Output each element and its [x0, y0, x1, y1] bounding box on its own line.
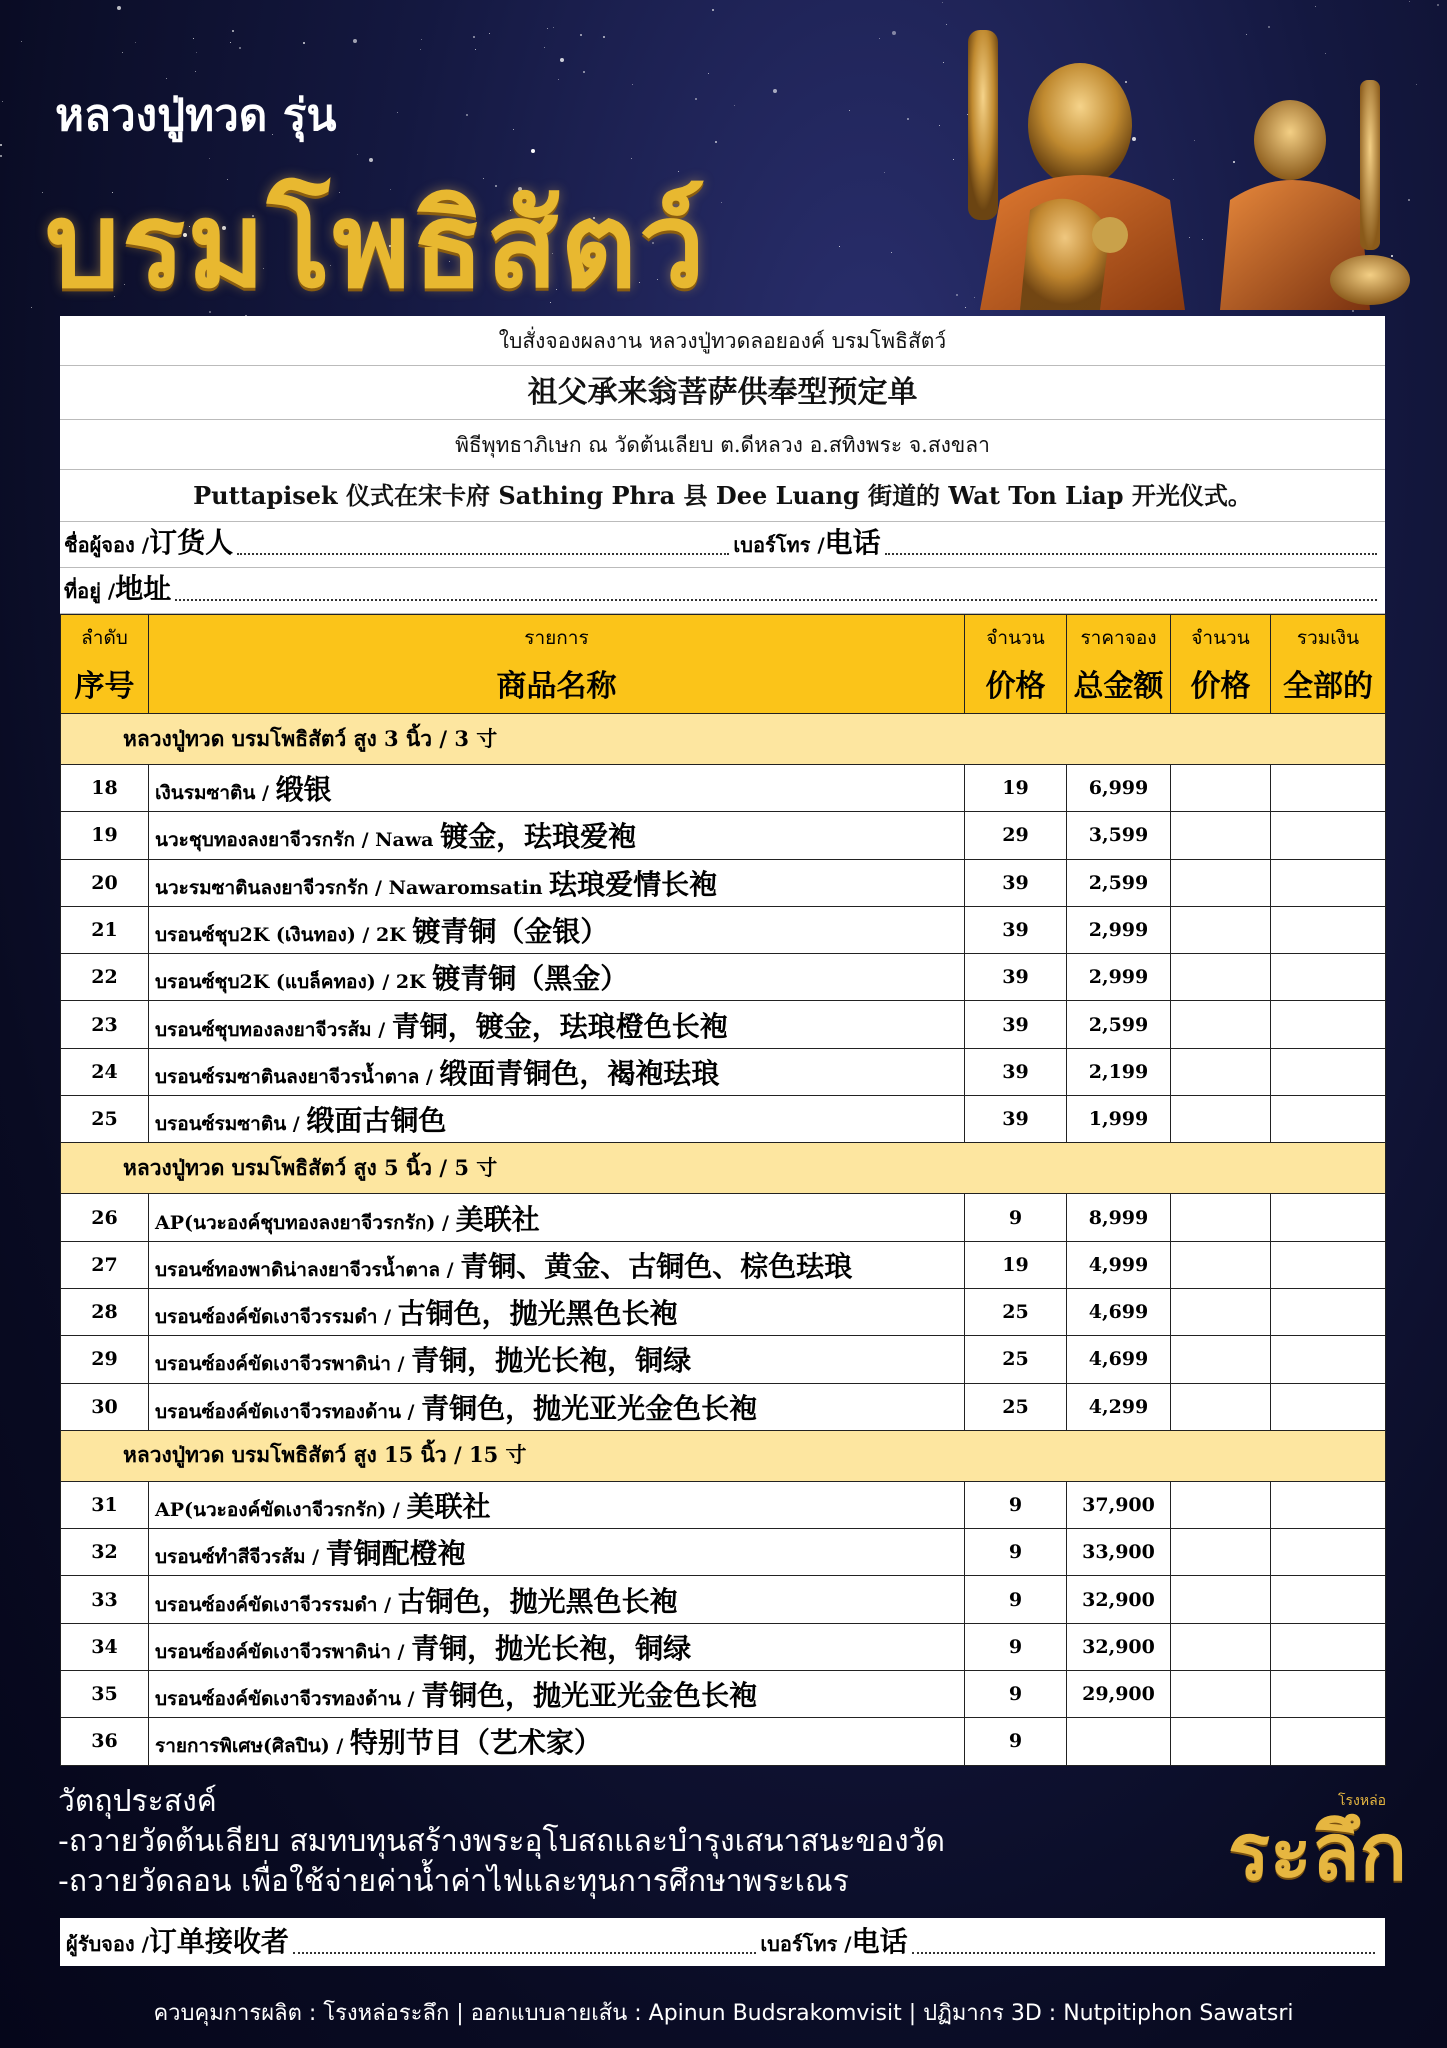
- address-label-cn: 地址: [115, 572, 172, 605]
- item-name: [149, 1718, 965, 1765]
- item-name: [149, 954, 965, 1001]
- column-header-1: [149, 615, 965, 714]
- star-dot: [475, 49, 476, 50]
- order-total-cell[interactable]: [1271, 1529, 1386, 1576]
- item-quantity: 25: [965, 1336, 1067, 1383]
- order-total-cell[interactable]: [1271, 1096, 1386, 1143]
- item-price: 2,999: [1067, 954, 1171, 1001]
- item-name: [149, 1529, 965, 1576]
- receiver-phone-label: เบอร์โทร /: [760, 1932, 852, 1956]
- star-dot: [907, 118, 909, 120]
- star-dot: [0, 144, 2, 146]
- order-table: [60, 614, 1386, 1766]
- item-quantity: 9: [965, 1718, 1067, 1765]
- item-name-thai: AP(นวะองค์ชุบทองลงยาจีวรกรัก) /: [155, 1211, 449, 1234]
- receiver-phone-label-cn: 电话: [851, 1925, 908, 1958]
- order-quantity-cell[interactable]: [1171, 1048, 1271, 1095]
- column-header-chinese: 价格: [985, 669, 1046, 704]
- star-dot: [603, 36, 605, 38]
- column-header-3: [1067, 615, 1171, 714]
- table-row: [61, 1288, 1386, 1335]
- item-name-chinese: 青铜，抛光长袍，铜绿: [411, 1344, 692, 1378]
- receiver-phone-field[interactable]: [912, 1952, 1375, 1954]
- column-header-chinese: 商品名称: [496, 669, 617, 704]
- item-price: 4,699: [1067, 1288, 1171, 1335]
- orderer-field-row: [60, 522, 1385, 568]
- column-header-5: [1271, 615, 1386, 714]
- table-row: [61, 1529, 1386, 1576]
- group-title: หลวงปู่ทวด บรมโพธิสัตว์ สูง 5 นิ้ว / 5 寸: [61, 1143, 1386, 1194]
- item-quantity: 39: [965, 1048, 1067, 1095]
- star-dot: [849, 110, 850, 111]
- item-quantity: 39: [965, 1001, 1067, 1048]
- ceremony-info-chinese: Puttapisek 仪式在宋卡府 Sathing Phra 县 Dee Luang 街道的 Wat Ton Liap 开光仪式。: [60, 470, 1385, 522]
- order-quantity-cell[interactable]: [1171, 1529, 1271, 1576]
- star-dot: [544, 47, 545, 48]
- column-header-chinese: 序号: [74, 669, 135, 704]
- star-dot: [734, 105, 735, 106]
- column-header-thai: รวมเงิน: [1296, 627, 1360, 649]
- item-name-chinese: 珐琅爱情长袍: [549, 867, 718, 901]
- order-total-cell[interactable]: [1271, 1001, 1386, 1048]
- order-total-cell[interactable]: [1271, 859, 1386, 906]
- item-name-thai: บรอนซ์องค์ขัดเงาจีวรรมดำ /: [155, 1306, 392, 1329]
- item-name-chinese: 美联社: [455, 1202, 540, 1236]
- star-dot: [580, 34, 582, 36]
- star-dot: [397, 112, 398, 113]
- table-row: [61, 1576, 1386, 1623]
- order-quantity-cell[interactable]: [1171, 1001, 1271, 1048]
- star-dot: [0, 155, 2, 157]
- ceremony-info-thai: พิธีพุทธาภิเษก ณ วัดต้นเลียบ ต.ดีหลวง อ.สทิงพระ จ.สงขลา: [60, 420, 1385, 470]
- item-name-chinese: 青铜、黄金、古铜色、棕色珐琅: [460, 1249, 853, 1283]
- star-dot: [21, 41, 22, 42]
- item-name-thai: บรอนซ์ทองพาดิน่าลงยาจีวรน้ำตาล /: [155, 1258, 454, 1281]
- table-row: [61, 906, 1386, 953]
- column-header-thai: รายการ: [524, 627, 589, 649]
- item-name: [149, 812, 965, 859]
- item-name-chinese: 青铜，抛光长袍，铜绿: [411, 1631, 692, 1665]
- order-form: [60, 316, 1385, 1766]
- item-name-chinese: 青铜，镀金，珐琅橙色长袍: [391, 1009, 728, 1043]
- item-name-thai: AP(นวะองค์ขัดเงาจีวรกรัก) /: [155, 1499, 400, 1521]
- star-dot: [135, 42, 136, 43]
- item-number: 29: [61, 1336, 149, 1383]
- star-dot: [712, 9, 714, 11]
- column-header-thai: จำนวน: [986, 627, 1045, 649]
- item-quantity: 9: [965, 1481, 1067, 1528]
- receiver-name-field[interactable]: [293, 1952, 756, 1954]
- item-name-chinese: 美联社: [406, 1490, 491, 1523]
- receiver-field-row: [60, 1918, 1385, 1966]
- address-field-row: [60, 568, 1385, 614]
- item-price: 3,599: [1067, 812, 1171, 859]
- order-total-cell[interactable]: [1271, 906, 1386, 953]
- order-total-cell[interactable]: [1271, 1623, 1386, 1670]
- purpose-title: วัตถุประสงค์: [58, 1784, 217, 1819]
- orderer-label-cn: 订货人: [149, 526, 234, 559]
- column-header-thai: ราคาจอง: [1080, 627, 1157, 649]
- table-row: [61, 1623, 1386, 1670]
- item-name-thai: บรอนซ์องค์ขัดเงาจีวรพาดิน่า /: [155, 1353, 405, 1376]
- order-quantity-cell[interactable]: [1171, 1336, 1271, 1383]
- item-name-chinese: 青铜配橙袍: [325, 1537, 466, 1571]
- star-dot: [2, 101, 3, 102]
- item-price: [1067, 1718, 1171, 1765]
- foundry-logo: ระลึก: [1228, 1807, 1407, 1898]
- item-quantity: 9: [965, 1529, 1067, 1576]
- item-name: [149, 765, 965, 812]
- table-row: [61, 1718, 1386, 1765]
- item-name: [149, 1481, 965, 1528]
- star-dot: [1409, 1, 1410, 2]
- order-quantity-cell[interactable]: [1171, 1576, 1271, 1623]
- receiver-label-cn: 订单接收者: [148, 1925, 289, 1958]
- group-row: [61, 714, 1386, 765]
- item-name-chinese: 特别节目（艺术家）: [349, 1726, 602, 1760]
- star-dot: [939, 125, 940, 126]
- order-total-cell[interactable]: [1271, 1481, 1386, 1528]
- item-name: [149, 1288, 965, 1335]
- star-dot: [1325, 53, 1326, 54]
- phone-label-cn: 电话: [824, 526, 881, 559]
- credits-footer: ควบคุมการผลิต : โรงหล่อระลึก | ออกแบบลายเส้น : Apinun Budsrakomvisit | ปฏิมากร 3D : Nutpitiphon Sawatsri: [153, 2001, 1294, 2026]
- orderer-name-field[interactable]: [237, 553, 729, 555]
- item-name-chinese: 镀青铜（黑金）: [432, 962, 629, 996]
- order-quantity-cell[interactable]: [1171, 1288, 1271, 1335]
- item-name-chinese: 缎面青铜色，褐袍珐琅: [439, 1056, 720, 1090]
- item-name-thai: บรอนซ์องค์ขัดเงาจีวรรมดำ /: [155, 1593, 392, 1616]
- order-quantity-cell[interactable]: [1171, 1194, 1271, 1241]
- table-row: [61, 859, 1386, 906]
- item-name: [149, 1096, 965, 1143]
- order-quantity-cell[interactable]: [1171, 906, 1271, 953]
- star-dot: [891, 252, 892, 253]
- item-quantity: 39: [965, 1096, 1067, 1143]
- order-total-cell[interactable]: [1271, 1718, 1386, 1765]
- star-dot: [230, 42, 231, 43]
- item-name: [149, 859, 965, 906]
- star-dot: [884, 172, 885, 173]
- star-dot: [1352, 310, 1354, 312]
- star-dot: [1437, 4, 1439, 6]
- column-header-0: [61, 615, 149, 714]
- orderer-label: ชื่อผู้จอง /: [64, 533, 150, 557]
- item-price: 6,999: [1067, 765, 1171, 812]
- item-name-thai: บรอนซ์ชุบ2K (แบล็คทอง) / 2K: [155, 971, 426, 994]
- star-dot: [879, 38, 880, 39]
- item-name: [149, 906, 965, 953]
- phone-label: เบอร์โทร /: [733, 533, 825, 557]
- star-dot: [166, 78, 167, 79]
- star-dot: [695, 98, 697, 100]
- star-dot: [558, 79, 559, 80]
- item-price: 2,199: [1067, 1048, 1171, 1095]
- item-quantity: 9: [965, 1576, 1067, 1623]
- order-total-cell[interactable]: [1271, 1671, 1386, 1718]
- order-quantity-cell[interactable]: [1171, 1383, 1271, 1430]
- star-dot: [239, 47, 241, 49]
- item-name-thai: บรอนซ์องค์ขัดเงาจีวรพาดิน่า /: [155, 1640, 405, 1663]
- item-quantity: 9: [965, 1671, 1067, 1718]
- purpose-section: [58, 1782, 945, 1902]
- item-price: 2,999: [1067, 906, 1171, 953]
- table-row: [61, 765, 1386, 812]
- address-field[interactable]: [175, 599, 1377, 601]
- item-name-chinese: 古铜色，抛光黑色长袍: [397, 1297, 678, 1331]
- item-price: 32,900: [1067, 1623, 1171, 1670]
- star-dot: [839, 246, 840, 247]
- item-number: 34: [61, 1623, 149, 1670]
- star-dot: [943, 62, 944, 63]
- order-total-cell[interactable]: [1271, 954, 1386, 1001]
- item-quantity: 19: [965, 765, 1067, 812]
- star-dot: [31, 307, 32, 308]
- star-dot: [420, 49, 421, 50]
- item-name: [149, 1671, 965, 1718]
- item-price: 37,900: [1067, 1481, 1171, 1528]
- item-name: [149, 1001, 965, 1048]
- item-price: 33,900: [1067, 1529, 1171, 1576]
- order-quantity-cell[interactable]: [1171, 1671, 1271, 1718]
- item-quantity: 25: [965, 1383, 1067, 1430]
- order-quantity-cell[interactable]: [1171, 954, 1271, 1001]
- item-price: 29,900: [1067, 1671, 1171, 1718]
- item-number: 32: [61, 1529, 149, 1576]
- item-number: 26: [61, 1194, 149, 1241]
- group-title: หลวงปู่ทวด บรมโพธิสัตว์ สูง 3 นิ้ว / 3 寸: [61, 714, 1386, 765]
- star-dot: [42, 192, 43, 193]
- order-quantity-cell[interactable]: [1171, 1096, 1271, 1143]
- item-name: [149, 1576, 965, 1623]
- monk-statue-back-image: [1210, 60, 1420, 310]
- table-row: [61, 1336, 1386, 1383]
- star-dot: [773, 89, 777, 93]
- order-quantity-cell[interactable]: [1171, 765, 1271, 812]
- star-dot: [946, 24, 947, 25]
- item-name: [149, 1383, 965, 1430]
- star-dot: [513, 129, 514, 130]
- column-header-2: [965, 615, 1067, 714]
- item-name-thai: บรอนซ์ชุบ2K (เงินทอง) / 2K: [155, 924, 406, 947]
- star-dot: [489, 33, 490, 34]
- star-dot: [353, 39, 357, 43]
- star-dot: [547, 28, 548, 29]
- star-dot: [1246, 34, 1247, 35]
- order-total-cell[interactable]: [1271, 812, 1386, 859]
- star-dot: [122, 52, 123, 53]
- item-quantity: 39: [965, 859, 1067, 906]
- group-row: [61, 1430, 1386, 1481]
- star-dot: [892, 31, 896, 35]
- purpose-line-1: -ถวายวัดต้นเลียบ สมทบทุนสร้างพระอุโบสถและบำรุงเสนาสนะของวัด: [58, 1824, 945, 1859]
- address-label: ที่อยู่ /: [64, 579, 116, 603]
- table-row: [61, 954, 1386, 1001]
- order-total-cell[interactable]: [1271, 1576, 1386, 1623]
- star-dot: [1315, 6, 1316, 7]
- star-dot: [1194, 140, 1195, 141]
- form-title-thai: ใบสั่งจองผลงาน หลวงปู่ทวดลอยองค์ บรมโพธิสัตว์: [60, 316, 1385, 366]
- table-header-row: [61, 615, 1386, 714]
- item-number: 18: [61, 765, 149, 812]
- column-header-thai: จำนวน: [1191, 627, 1250, 649]
- star-dot: [583, 71, 585, 73]
- item-name: [149, 1048, 965, 1095]
- order-quantity-cell[interactable]: [1171, 812, 1271, 859]
- table-row: [61, 1001, 1386, 1048]
- table-row: [61, 1194, 1386, 1241]
- star-dot: [421, 39, 422, 40]
- star-dot: [956, 294, 958, 296]
- column-header-chinese: 全部的: [1283, 669, 1373, 704]
- table-row: [61, 1241, 1386, 1288]
- order-total-cell[interactable]: [1271, 765, 1386, 812]
- monk-statue-front-image: [960, 30, 1190, 310]
- item-number: 24: [61, 1048, 149, 1095]
- order-total-cell[interactable]: [1271, 1194, 1386, 1241]
- table-row: [61, 1481, 1386, 1528]
- star-dot: [466, 114, 468, 116]
- item-quantity: 39: [965, 906, 1067, 953]
- order-total-cell[interactable]: [1271, 1288, 1386, 1335]
- item-name-chinese: 镀青铜（金银）: [412, 915, 609, 949]
- item-name: [149, 1241, 965, 1288]
- star-dot: [553, 27, 554, 28]
- order-total-cell[interactable]: [1271, 1241, 1386, 1288]
- order-quantity-cell[interactable]: [1171, 1241, 1271, 1288]
- item-name-thai: บรอนซ์รมซาติน /: [155, 1113, 300, 1136]
- item-name-thai: บรอนซ์องค์ขัดเงาจีวรทองด้าน /: [155, 1688, 415, 1711]
- item-quantity: 9: [965, 1623, 1067, 1670]
- item-number: 28: [61, 1288, 149, 1335]
- item-number: 21: [61, 906, 149, 953]
- phone-field[interactable]: [885, 553, 1377, 555]
- receiver-label: ผู้รับจอง /: [66, 1932, 149, 1956]
- item-name-chinese: 镀金，珐琅爱袍: [440, 820, 637, 854]
- item-name-thai: นวะชุบทองลงยาจีวรกรัก / Nawa: [155, 829, 434, 852]
- item-price: 2,599: [1067, 859, 1171, 906]
- item-name-thai: นวะรมซาตินลงยาจีวรกรัก / Nawaromsatin: [155, 876, 543, 899]
- item-number: 22: [61, 954, 149, 1001]
- item-number: 23: [61, 1001, 149, 1048]
- item-number: 30: [61, 1383, 149, 1430]
- item-name-thai: บรอนซ์องค์ขัดเงาจีวรทองด้าน /: [155, 1400, 415, 1423]
- item-name-thai: รายการพิเศษ(ศิลปิน) /: [155, 1735, 344, 1758]
- group-row: [61, 1143, 1386, 1194]
- column-header-chinese: 价格: [1190, 669, 1251, 704]
- order-quantity-cell[interactable]: [1171, 859, 1271, 906]
- star-dot: [708, 73, 709, 74]
- group-title: หลวงปู่ทวด บรมโพธิสัตว์ สูง 15 นิ้ว / 15 寸: [61, 1430, 1386, 1481]
- item-name-chinese: 青铜色，抛光亚光金色长袍: [421, 1679, 758, 1713]
- star-dot: [193, 38, 194, 39]
- item-number: 20: [61, 859, 149, 906]
- item-name-chinese: 青铜色，抛光亚光金色长袍: [421, 1391, 758, 1425]
- form-title-chinese: 祖父承来翁菩萨供奉型预定单: [60, 366, 1385, 420]
- item-quantity: 25: [965, 1288, 1067, 1335]
- item-price: 4,299: [1067, 1383, 1171, 1430]
- item-number: 25: [61, 1096, 149, 1143]
- order-quantity-cell[interactable]: [1171, 1481, 1271, 1528]
- star-dot: [942, 2, 943, 3]
- star-dot: [473, 36, 475, 38]
- item-name-chinese: 缎银: [275, 773, 332, 807]
- star-dot: [303, 42, 305, 44]
- item-name: [149, 1623, 965, 1670]
- star-dot: [560, 58, 564, 62]
- order-total-cell[interactable]: [1271, 1383, 1386, 1430]
- column-header-chinese: 总金额: [1073, 669, 1164, 704]
- column-header-thai: ลำดับ: [81, 627, 128, 649]
- item-name-chinese: 缎面古铜色: [306, 1104, 447, 1138]
- star-dot: [953, 159, 954, 160]
- item-quantity: 39: [965, 954, 1067, 1001]
- item-name: [149, 1336, 965, 1383]
- item-name-thai: เงินรมซาติน /: [155, 782, 269, 805]
- table-row: [61, 1096, 1386, 1143]
- item-number: 33: [61, 1576, 149, 1623]
- star-dot: [715, 141, 717, 143]
- star-dot: [1268, 26, 1270, 28]
- table-row: [61, 812, 1386, 859]
- star-dot: [232, 30, 234, 32]
- star-dot: [1202, 239, 1203, 240]
- order-total-cell[interactable]: [1271, 1048, 1386, 1095]
- order-quantity-cell[interactable]: [1171, 1718, 1271, 1765]
- purpose-line-2: -ถวายวัดลอน เพื่อใช้จ่ายค่าน้ำค่าไฟและทุนการศึกษาพระเณร: [58, 1864, 849, 1899]
- table-row: [61, 1048, 1386, 1095]
- item-price: 32,900: [1067, 1576, 1171, 1623]
- item-name-thai: บรอนซ์ชุบทองลงยาจีวรส้ม /: [155, 1018, 386, 1041]
- item-price: 4,699: [1067, 1336, 1171, 1383]
- item-number: 36: [61, 1718, 149, 1765]
- order-quantity-cell[interactable]: [1171, 1623, 1271, 1670]
- item-name-chinese: 古铜色，抛光黑色长袍: [397, 1584, 678, 1618]
- star-dot: [196, 52, 197, 53]
- star-dot: [195, 71, 196, 72]
- item-price: 2,599: [1067, 1001, 1171, 1048]
- item-name-thai: บรอนซ์ทำสีจีวรส้ม /: [155, 1546, 320, 1569]
- logo-caption: โรงหล่อ: [1338, 1793, 1387, 1809]
- item-name: [149, 1194, 965, 1241]
- star-dot: [721, 202, 722, 203]
- table-row: [61, 1671, 1386, 1718]
- item-price: 4,999: [1067, 1241, 1171, 1288]
- item-number: 19: [61, 812, 149, 859]
- item-number: 31: [61, 1481, 149, 1528]
- item-number: 35: [61, 1671, 149, 1718]
- item-price: 8,999: [1067, 1194, 1171, 1241]
- star-dot: [117, 6, 121, 10]
- item-price: 1,999: [1067, 1096, 1171, 1143]
- item-quantity: 9: [965, 1194, 1067, 1241]
- item-quantity: 29: [965, 812, 1067, 859]
- star-dot: [632, 84, 633, 85]
- header-title: บรมโพธิสัตว์: [45, 175, 708, 314]
- item-name-thai: บรอนซ์รมซาตินลงยาจีวรน้ำตาล /: [155, 1065, 433, 1088]
- item-quantity: 19: [965, 1241, 1067, 1288]
- order-total-cell[interactable]: [1271, 1336, 1386, 1383]
- column-header-4: [1171, 615, 1271, 714]
- header-subtitle: หลวงปู่ทวด รุ่น: [55, 90, 337, 141]
- table-row: [61, 1383, 1386, 1430]
- item-number: 27: [61, 1241, 149, 1288]
